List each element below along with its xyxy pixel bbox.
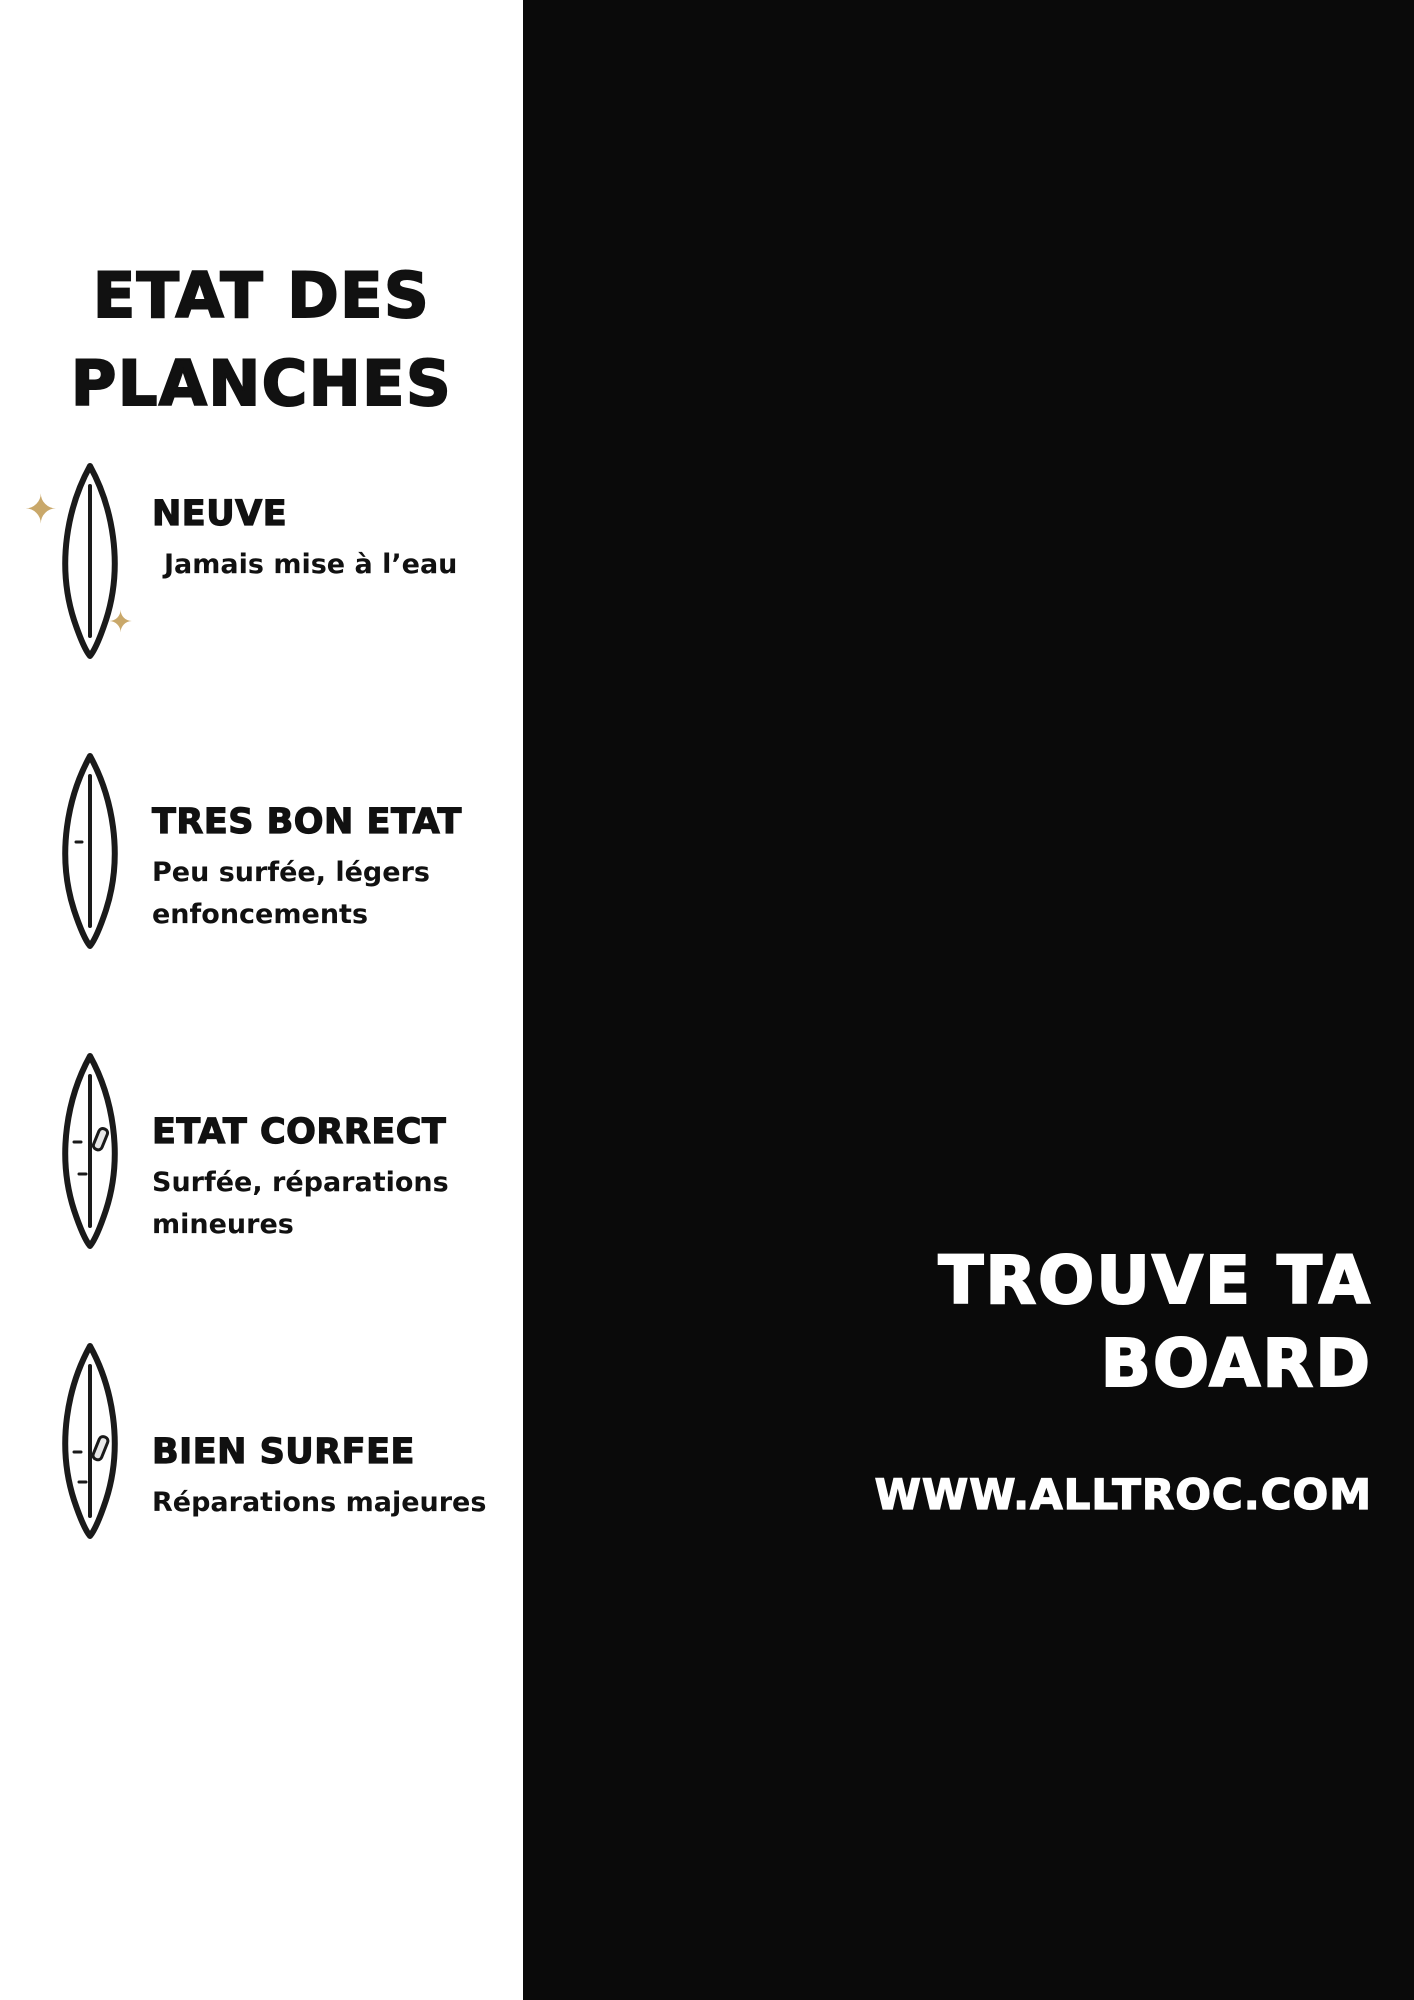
sparkle-icon: ✦	[108, 605, 134, 640]
page-title-line-1: ETAT DES	[92, 259, 431, 332]
surfboard-icon	[40, 1050, 140, 1250]
list-item	[0, 1050, 523, 1260]
condition-text	[152, 802, 522, 936]
list-item	[0, 1340, 523, 1550]
condition-description: Jamais mise à l’eau	[164, 549, 458, 580]
page-title	[0, 252, 523, 428]
sparkle-icon: ✦	[24, 487, 58, 533]
brand-block	[752, 1240, 1372, 1405]
condition-title: ETAT CORRECT	[152, 1112, 447, 1152]
condition-description: Peu surfée, légers enfoncements	[152, 857, 430, 930]
list-item	[0, 460, 523, 670]
condition-description: Réparations majeures	[152, 1487, 487, 1518]
surfboard-icon	[40, 1340, 140, 1540]
right-panel	[523, 0, 1414, 2000]
surfboard-icon	[40, 750, 140, 950]
condition-description: Surfée, réparations mineures	[152, 1167, 449, 1240]
condition-title: BIEN SURFEE	[152, 1432, 415, 1472]
condition-text	[152, 1112, 522, 1246]
brand-line-2: BOARD	[1100, 1324, 1372, 1402]
condition-title: TRES BON ETAT	[152, 802, 462, 842]
condition-text	[152, 494, 522, 586]
condition-text	[152, 1432, 522, 1524]
list-item	[0, 750, 523, 960]
brand-line-1: TROUVE TA	[938, 1242, 1372, 1319]
condition-title: NEUVE	[152, 494, 288, 534]
website-url[interactable]: WWW.ALLTROC.COM	[874, 1470, 1372, 1519]
page-title-line-2: PLANCHES	[70, 347, 453, 421]
